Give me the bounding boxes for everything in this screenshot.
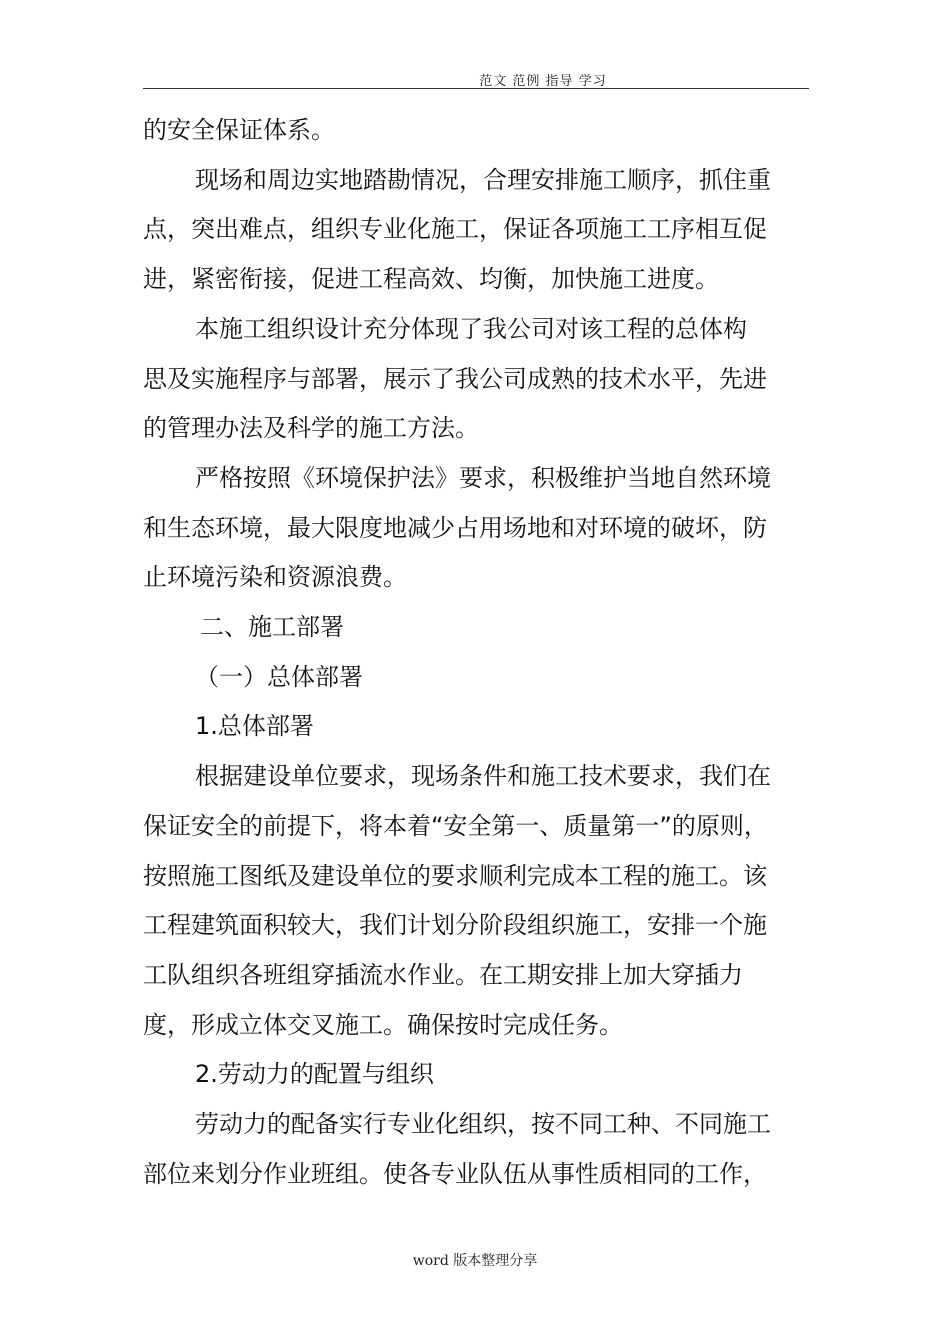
body-line: 的管理办法及科学的施工方法。 <box>143 414 479 442</box>
body-line: 止环境污染和资源浪费。 <box>143 563 407 591</box>
item-heading: 2.劳动力的配置与组织 <box>195 1060 434 1088</box>
page-header <box>143 68 809 89</box>
item-heading: 1.总体部署 <box>195 712 314 740</box>
paragraph-start: 劳动力的配备实行专业化组织，按不同工种、不同施工 <box>195 1110 771 1138</box>
body-line: 进，紧密衔接，促进工程高效、均衡，加快施工进度。 <box>143 265 719 293</box>
paragraph-start: 现场和周边实地踏勘情况，合理安排施工顺序，抓住重 <box>195 166 771 194</box>
paragraph-start: 本施工组织设计充分体现了我公司对该工程的总体构 <box>195 315 747 343</box>
paragraph-start: 根据建设单位要求，现场条件和施工技术要求，我们在 <box>195 762 771 790</box>
body-line: 度，形成立体交叉施工。确保按时完成任务。 <box>143 1011 623 1039</box>
subsection-heading: （一）总体部署 <box>195 663 363 691</box>
body-line: 工队组织各班组穿插流水作业。在工期安排上加大穿插力 <box>143 961 743 989</box>
body-line: 工程建筑面积较大，我们计划分阶段组织施工，安排一个施 <box>143 911 767 939</box>
body-line: 点，突出难点，组织专业化施工，保证各项施工工序相互促 <box>143 215 767 243</box>
header-text: 范文 范例 指导 学习 <box>479 74 607 89</box>
body-line: 保证安全的前提下，将本着“安全第一、质量第一”的原则， <box>143 812 768 840</box>
section-heading: 二、施工部署 <box>200 613 344 641</box>
page-footer: word 版本整理分享 <box>412 1253 538 1269</box>
body-line: 和生态环境，最大限度地减少占用场地和对环境的破坏，防 <box>143 514 767 542</box>
body-line: 部位来划分作业班组。使各专业队伍从事性质相同的工作， <box>143 1160 767 1188</box>
body-line: 思及实施程序与部署，展示了我公司成熟的技术水平，先进 <box>143 365 767 393</box>
body-line: 按照施工图纸及建设单位的要求顺利完成本工程的施工。该 <box>143 862 767 890</box>
body-line: 的安全保证体系。 <box>143 116 335 144</box>
paragraph-start: 严格按照《环境保护法》要求，积极维护当地自然环境 <box>195 464 771 492</box>
